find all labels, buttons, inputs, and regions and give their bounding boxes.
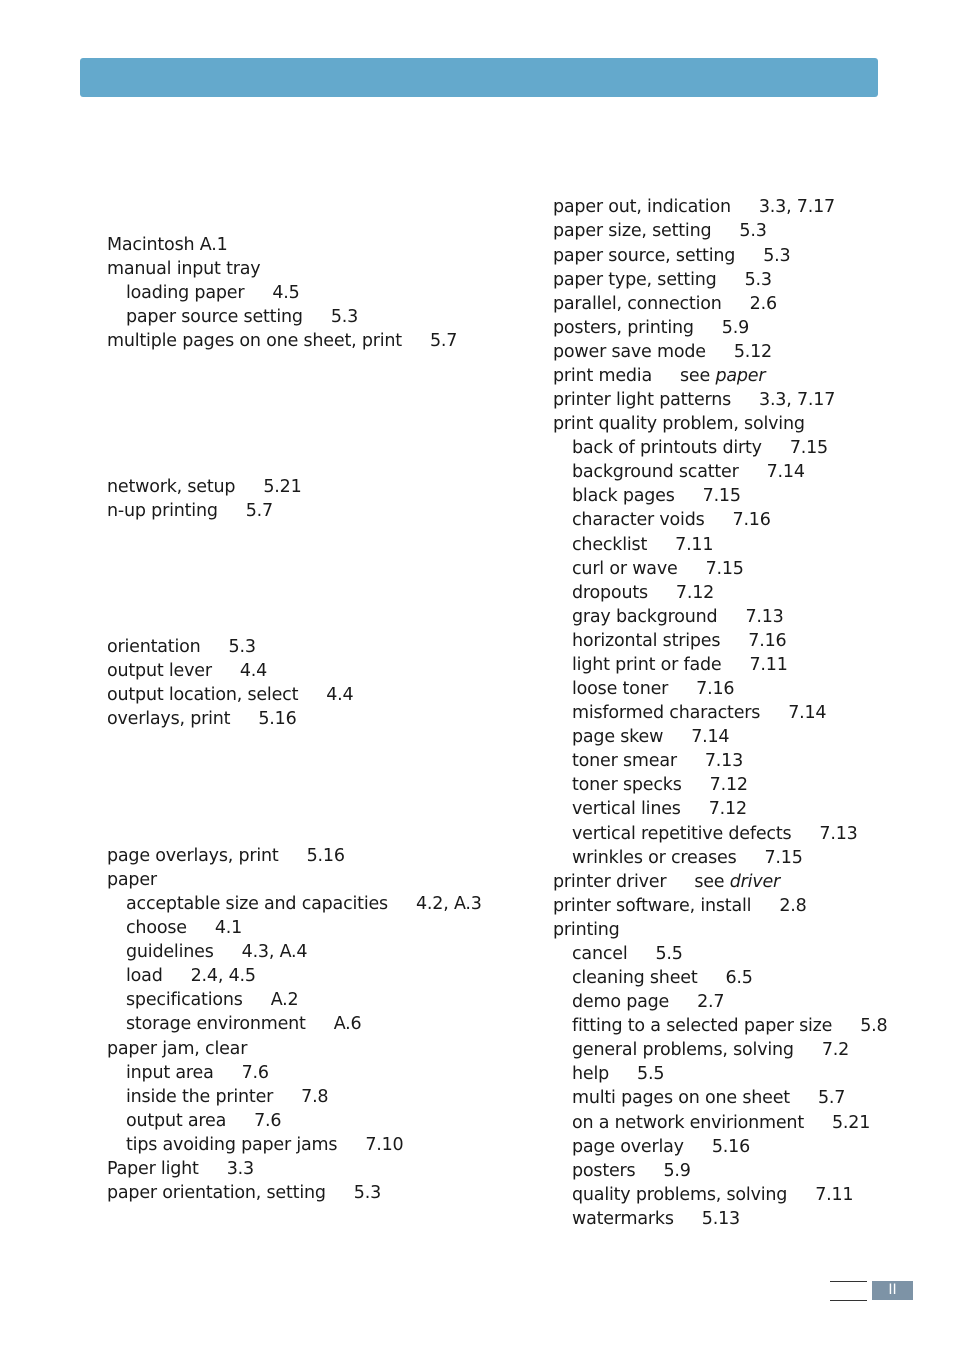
index-subentry [572, 1111, 870, 1135]
page-reference: 5.16 [711, 1137, 751, 1157]
index-term: paper out, indication [553, 197, 731, 217]
page-reference: 7.14 [788, 703, 827, 723]
index-term: on a network envirionment [572, 1113, 804, 1133]
index-subentry [572, 1062, 664, 1086]
page-reference: 5.16 [258, 709, 297, 729]
index-term: multiple pages on one sheet, print [107, 331, 402, 351]
page-reference: 4.4 [239, 661, 268, 681]
index-entry [107, 257, 260, 281]
index-term: paper size, setting [553, 221, 712, 241]
index-entry [553, 412, 805, 436]
index-term: help [572, 1064, 610, 1084]
index-entry [107, 1037, 247, 1061]
page-reference: 5.3 [330, 307, 359, 327]
page-reference: 6.5 [725, 968, 753, 988]
page-reference: 4.2, A.3 [415, 894, 482, 914]
page-reference: 5.7 [817, 1088, 846, 1108]
index-term: manual input tray [107, 259, 261, 279]
index-subentry [572, 653, 788, 677]
page-reference: 7.15 [764, 848, 803, 868]
index-term: wrinkles or creases [572, 848, 737, 868]
index-entry [107, 707, 297, 731]
page-reference: 3.3 [226, 1159, 254, 1179]
index-term: paper jam, clear [107, 1039, 248, 1059]
index-term: page overlays, print [107, 846, 279, 866]
index-term: paper source setting [126, 307, 303, 327]
index-term: inside the printer [126, 1087, 274, 1107]
index-entry [553, 195, 835, 219]
page-reference: 5.12 [733, 342, 772, 362]
page-reference: 7.13 [745, 607, 784, 627]
index-subentry [126, 1061, 269, 1085]
index-term: paper [107, 870, 157, 890]
index-term: printing [553, 920, 620, 940]
page-reference: 2.6 [749, 294, 777, 314]
index-term: watermarks [572, 1209, 674, 1229]
page-reference: 4.5 [272, 283, 300, 303]
index-term: printer software, install [553, 896, 752, 916]
index-term: quality problems, solving [572, 1185, 788, 1205]
page-reference: 7.6 [254, 1111, 282, 1131]
index-subentry [126, 305, 358, 329]
page-reference: 4.1 [214, 918, 243, 938]
page-reference: 4.4 [326, 685, 354, 705]
index-subentry [572, 797, 747, 821]
index-term: paper type, setting [553, 270, 717, 290]
page-reference: 5.3 [739, 221, 767, 241]
page-reference: 5.3 [744, 270, 772, 290]
index-term: output area [126, 1111, 227, 1131]
index-subentry [572, 581, 714, 605]
page-reference: 7.13 [819, 824, 858, 844]
page-reference: 7.14 [691, 727, 730, 747]
index-subentry [572, 1207, 740, 1231]
index-subentry [572, 460, 805, 484]
index-term: output lever [107, 661, 212, 681]
index-term: n-up printing [107, 501, 218, 521]
page-reference: 5.21 [263, 477, 302, 497]
index-entry [553, 292, 777, 316]
page-reference: 7.16 [732, 510, 771, 530]
page-reference: 5.9 [721, 318, 750, 338]
index-term: cancel [572, 944, 628, 964]
see-reference: driver [729, 872, 781, 892]
index-subentry [572, 1086, 845, 1110]
index-entry [553, 894, 807, 918]
index-entry [107, 233, 228, 257]
page-reference: 5.21 [831, 1113, 871, 1133]
index-subentry [572, 846, 803, 870]
index-subentry [126, 916, 242, 940]
index-term: misformed characters [572, 703, 761, 723]
index-entry [107, 635, 256, 659]
index-term: Paper light [107, 1159, 199, 1179]
index-entry [553, 388, 835, 412]
index-subentry [126, 940, 307, 964]
index-entry [553, 268, 772, 292]
page-reference: 5.9 [663, 1161, 691, 1181]
page-reference: 5.13 [701, 1209, 740, 1229]
page-reference: 7.15 [702, 486, 741, 506]
index-entry [553, 918, 620, 942]
index-subentry [126, 1085, 328, 1109]
page-reference: 7.2 [821, 1040, 850, 1060]
page-reference: 3.3, 7.17 [759, 390, 836, 410]
index-term: multi pages on one sheet [572, 1088, 790, 1108]
index-term: general problems, solving [572, 1040, 794, 1060]
index-entry [553, 364, 765, 388]
index-subentry [572, 508, 771, 532]
index-term: black pages [572, 486, 675, 506]
index-entry [553, 870, 780, 894]
page-reference: 5.7 [429, 331, 458, 351]
index-subentry [126, 281, 300, 305]
page-reference: 5.5 [655, 944, 683, 964]
index-subentry [126, 1012, 361, 1036]
index-subentry [572, 1159, 691, 1183]
index-term: checklist [572, 535, 648, 555]
page-reference: A.6 [333, 1014, 362, 1034]
index-term: specifications [126, 990, 243, 1010]
folio-rule [830, 1281, 867, 1301]
page-reference: 2.4, 4.5 [190, 966, 256, 986]
page-reference: 4.3, A.4 [241, 942, 308, 962]
index-term: paper source, setting [553, 246, 736, 266]
page-reference: 7.11 [749, 655, 788, 675]
page-reference: 7.6 [241, 1063, 269, 1083]
index-subentry [126, 1133, 403, 1157]
index-term: orientation [107, 637, 201, 657]
page-reference: 7.11 [675, 535, 714, 555]
index-term: tips avoiding paper jams [126, 1135, 338, 1155]
index-entry [553, 244, 790, 268]
index-term: back of printouts dirty [572, 438, 762, 458]
index-entry [107, 868, 157, 892]
index-subentry [572, 1135, 750, 1159]
index-term: gray background [572, 607, 718, 627]
index-term: background scatter [572, 462, 739, 482]
index-term: load [126, 966, 163, 986]
index-subentry [572, 990, 724, 1014]
index-subentry [572, 605, 784, 629]
page-reference: 5.3 [353, 1183, 382, 1203]
index-term: page skew [572, 727, 664, 747]
page-reference: 2.8 [779, 896, 807, 916]
page-reference: 7.14 [766, 462, 805, 482]
index-term: vertical repetitive defects [572, 824, 792, 844]
index-term: guidelines [126, 942, 214, 962]
page-reference: 5.5 [637, 1064, 665, 1084]
page-reference: 7.12 [708, 799, 747, 819]
page-reference: 5.16 [306, 846, 345, 866]
index-subentry [572, 436, 828, 460]
index-subentry [126, 964, 256, 988]
index-subentry [572, 1183, 853, 1207]
index-term: choose [126, 918, 187, 938]
index-term: horizontal stripes [572, 631, 721, 651]
index-term: fitting to a selected paper size [572, 1016, 833, 1036]
index-term: light print or fade [572, 655, 722, 675]
index-term: posters [572, 1161, 636, 1181]
index-term: power save mode [553, 342, 706, 362]
index-term: print quality problem, solving [553, 414, 805, 434]
index-term: character voids [572, 510, 705, 530]
index-subentry [572, 677, 734, 701]
index-subentry [126, 1109, 281, 1133]
page-reference: 7.15 [789, 438, 828, 458]
index-term: loose toner [572, 679, 669, 699]
index-term: demo page [572, 992, 670, 1012]
index-term: loading paper [126, 283, 245, 303]
index-subentry [572, 822, 858, 846]
page-reference: 5.3 [228, 637, 256, 657]
index-subentry [572, 484, 741, 508]
index-subentry [126, 988, 298, 1012]
index-term: Macintosh A.1 [107, 235, 228, 255]
see-label: see [694, 872, 725, 892]
index-term: paper orientation, setting [107, 1183, 326, 1203]
index-entry [107, 329, 457, 353]
page-reference: 3.3, 7.17 [758, 197, 835, 217]
index-subentry [572, 773, 748, 797]
page-reference: 5.3 [763, 246, 791, 266]
index-entry [107, 499, 273, 523]
header-bar [80, 58, 878, 97]
page-reference: 7.15 [705, 559, 744, 579]
index-entry [107, 844, 345, 868]
index-term: dropouts [572, 583, 648, 603]
index-subentry [572, 701, 826, 725]
page-reference: 7.16 [748, 631, 787, 651]
index-entry [107, 475, 302, 499]
index-subentry [572, 749, 743, 773]
index-term: toner specks [572, 775, 682, 795]
index-term: network, setup [107, 477, 236, 497]
index-term: storage environment [126, 1014, 306, 1034]
page-number: II [872, 1281, 913, 1300]
page-reference: 7.12 [709, 775, 748, 795]
index-term: printer driver [553, 872, 667, 892]
see-reference: paper [715, 366, 766, 386]
index-entry [553, 316, 749, 340]
index-subentry [126, 892, 482, 916]
index-term: print media [553, 366, 652, 386]
index-term: input area [126, 1063, 214, 1083]
index-subentry [572, 942, 683, 966]
page-reference: 7.11 [815, 1185, 854, 1205]
index-term: acceptable size and capacities [126, 894, 388, 914]
index-term: posters, printing [553, 318, 694, 338]
index-entry [107, 659, 267, 683]
index-term: overlays, print [107, 709, 231, 729]
index-subentry [572, 1014, 887, 1038]
index-entry [553, 340, 772, 364]
page-reference: 7.16 [696, 679, 735, 699]
page-reference: 7.12 [675, 583, 715, 603]
index-subentry [572, 629, 786, 653]
page-reference: 7.8 [301, 1087, 329, 1107]
page-reference: A.2 [270, 990, 299, 1010]
page-reference: 5.7 [245, 501, 273, 521]
index-subentry [572, 1038, 849, 1062]
index-term: page overlay [572, 1137, 684, 1157]
index-subentry [572, 557, 744, 581]
index-term: curl or wave [572, 559, 678, 579]
page-reference: 2.7 [697, 992, 725, 1012]
index-term: toner smear [572, 751, 677, 771]
see-label: see [680, 366, 711, 386]
index-term: vertical lines [572, 799, 681, 819]
index-term: printer light patterns [553, 390, 732, 410]
index-subentry [572, 533, 713, 557]
index-subentry [572, 725, 729, 749]
index-term: output location, select [107, 685, 299, 705]
index-entry [107, 1157, 254, 1181]
index-entry [553, 219, 767, 243]
index-subentry [572, 966, 753, 990]
index-term: cleaning sheet [572, 968, 698, 988]
page-reference: 7.10 [365, 1135, 404, 1155]
index-entry [107, 683, 353, 707]
page-reference: 5.8 [860, 1016, 888, 1036]
index-term: parallel, connection [553, 294, 722, 314]
index-entry [107, 1181, 381, 1205]
page-reference: 7.13 [704, 751, 744, 771]
